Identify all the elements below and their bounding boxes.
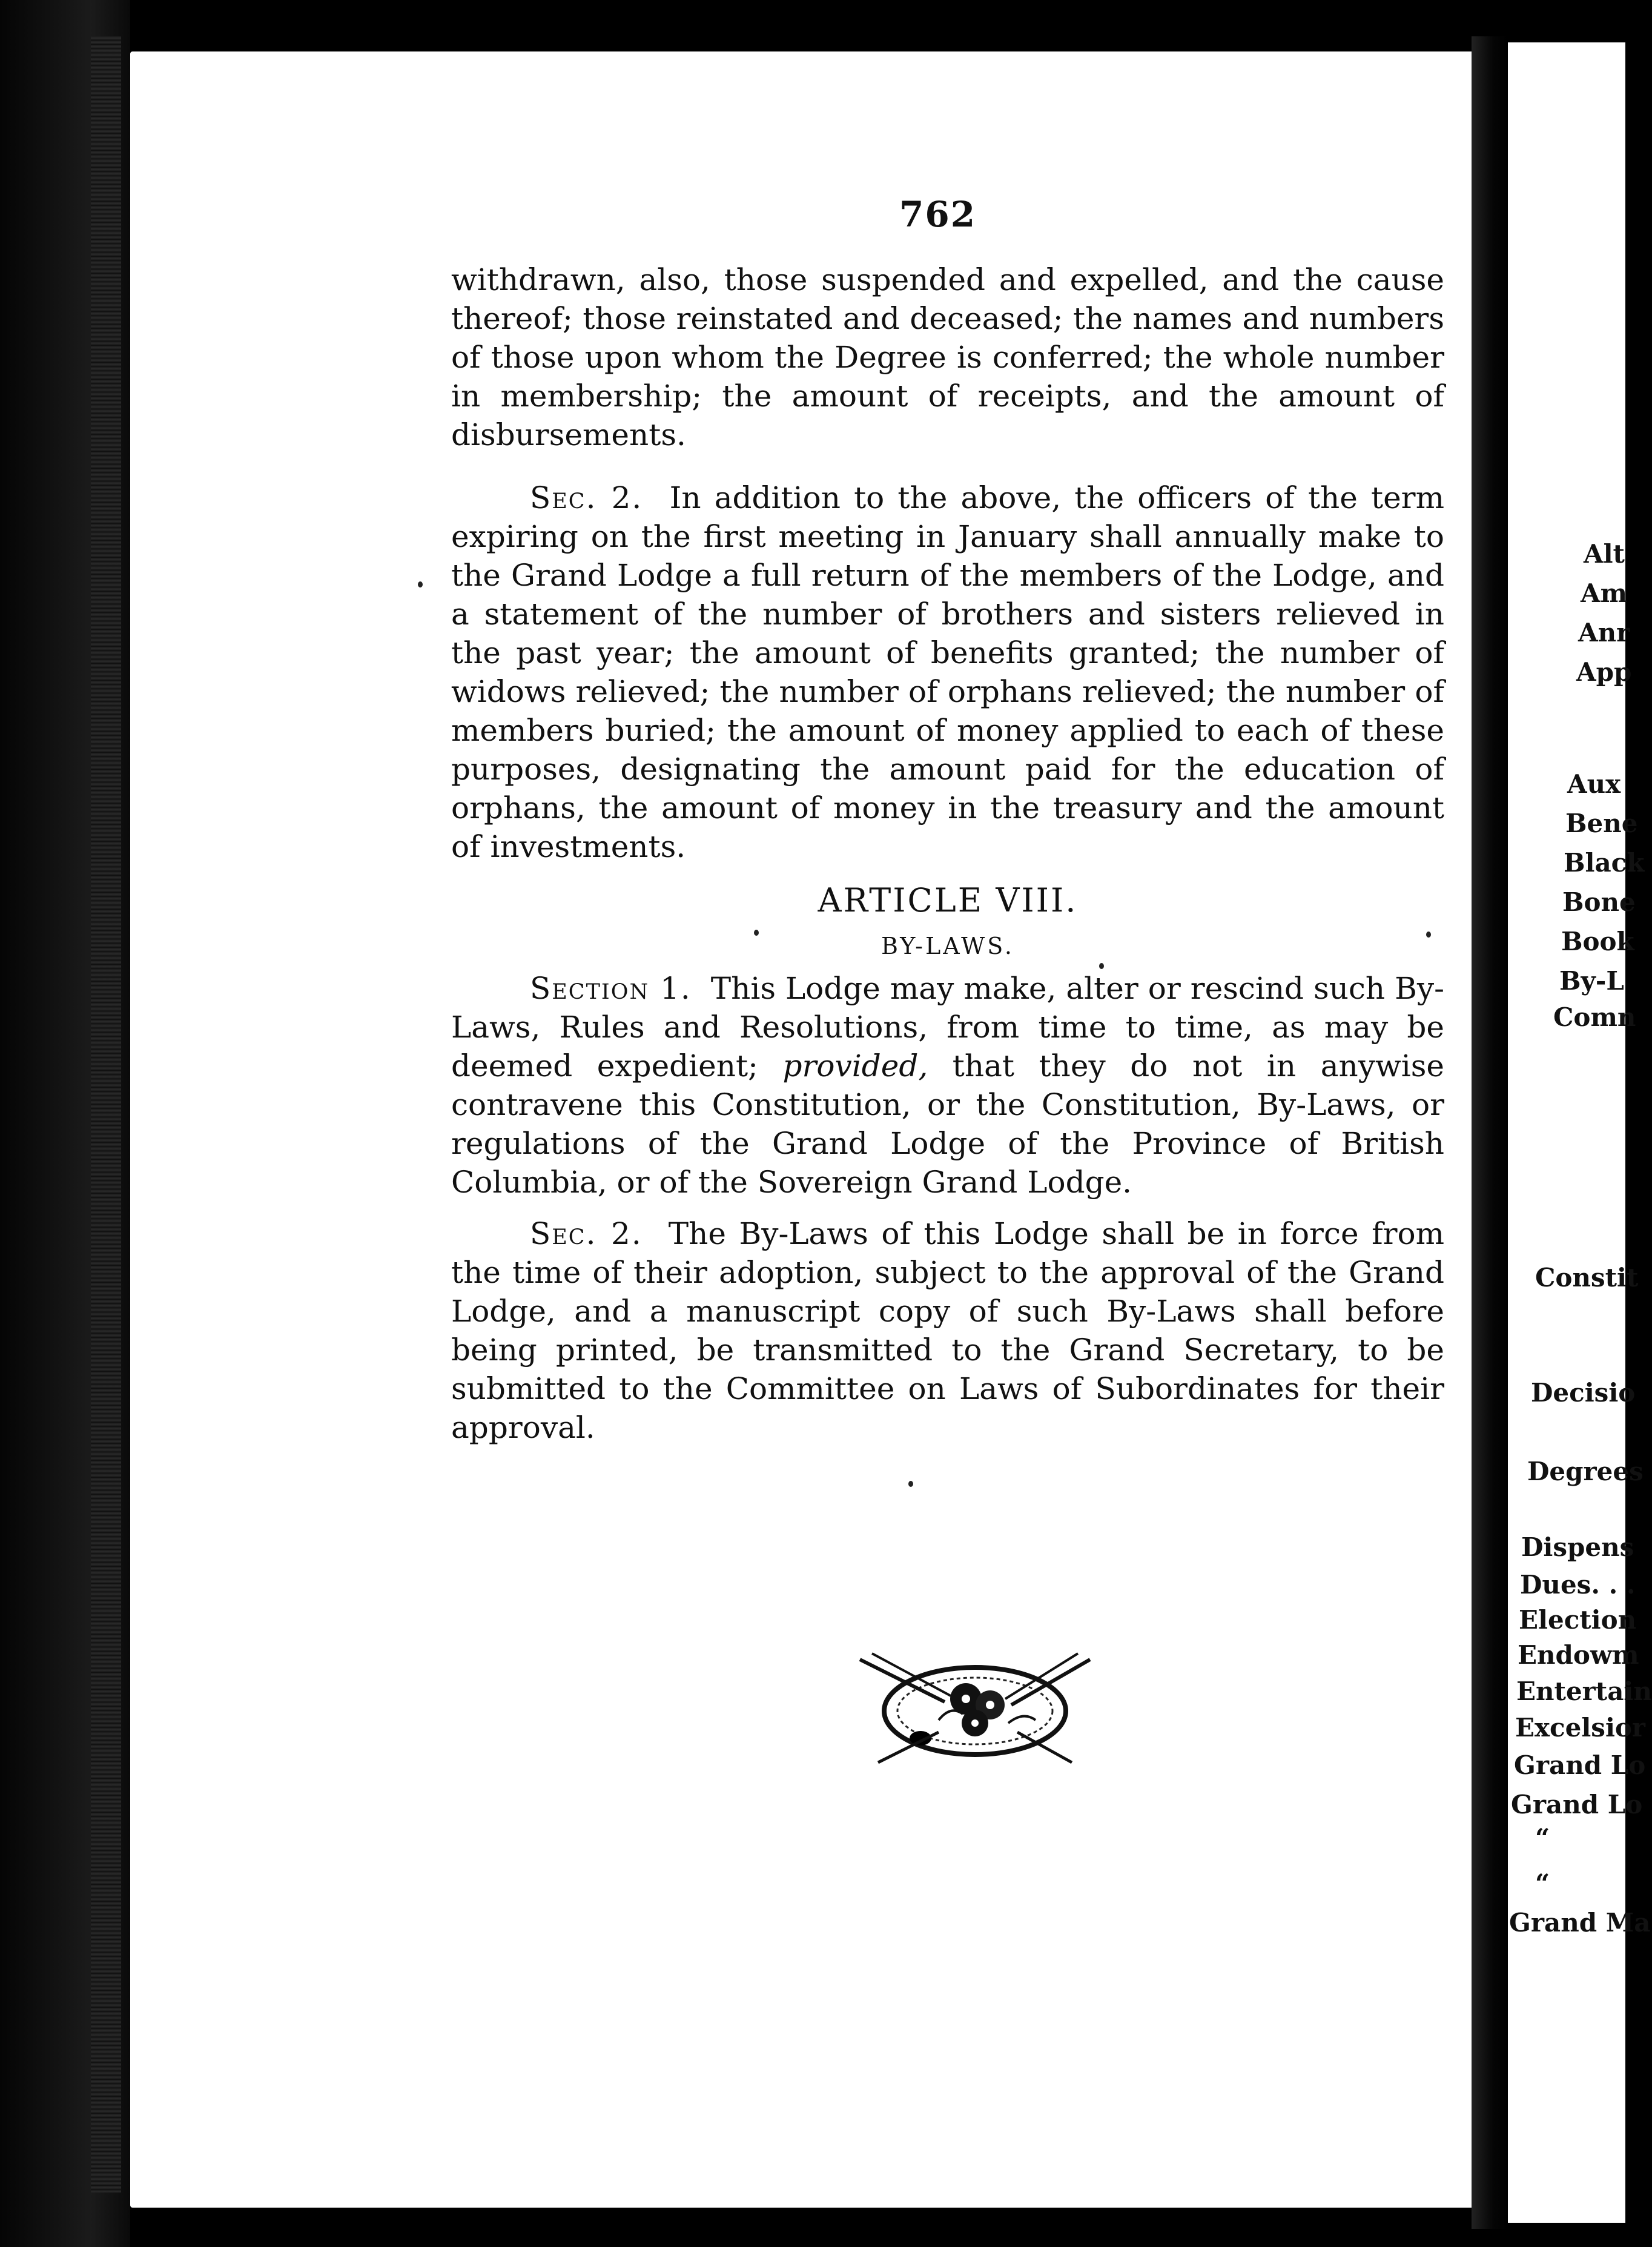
index-entry: Dues. . .: [1520, 1570, 1636, 1600]
artist-palette-with-flowers-ornament: [854, 1647, 1096, 1769]
index-entry: Bene: [1565, 809, 1638, 838]
section-label: Sec. 2.: [530, 1216, 643, 1251]
next-page-edge: [1508, 42, 1628, 2223]
italic-proviso: provided,: [782, 1048, 928, 1084]
section-text: This Lodge may make, alter or rescind such By-Laws, Rules and Resolutions, from time to time, as may be deemed expedient;: [451, 971, 1445, 1084]
index-entry: Endowm: [1518, 1640, 1639, 1670]
index-entry-ditto: “: [1535, 1868, 1550, 1898]
print-speck: [908, 1481, 913, 1487]
index-entry: Excelsior: [1515, 1713, 1646, 1742]
index-entry: Constit: [1535, 1263, 1639, 1292]
index-entry: Alt: [1584, 539, 1625, 569]
section-label: Section 1.: [530, 971, 692, 1006]
index-entry: Decisio: [1531, 1378, 1636, 1408]
brush-left: [860, 1660, 945, 1702]
paragraph-continuation: withdrawn, also, those suspended and expelled, and the cause thereof; those reinstated and deceased; the names and numbers of those upon whom the Degree is conferred; the whole number in membership; the amount of receipts, and the amount of disbursements.: [451, 262, 1444, 452]
index-entry: Grand Ma: [1509, 1908, 1651, 1938]
page-number: 762: [899, 194, 977, 235]
section-text: In addition to the above, the officers of the term expiring on the first meeting in January shall annually make to the Grand Lodge a full return of the members of the Lodge, and a statement of the number of brothers and sisters relieved in the past year; the amount of benefits granted; the number of widows relieved; the number of orphans relieved; the number of members buried; the amount of money applied to each of these purposes, designating the amount paid for the education of orphans, the amount of money in the treasury and the amount of investments.: [451, 480, 1444, 864]
brush-left-2: [872, 1653, 951, 1696]
index-entry: Grand Lo: [1511, 1790, 1643, 1819]
print-speck: [418, 581, 423, 587]
brush-right-2: [1005, 1653, 1078, 1699]
index-entry: Am: [1581, 578, 1628, 608]
section-text-continued: that they do not in anywise contravene this Constitution, or the Constitution, By-Laws, or regulations of the Grand Lodge of the Province of British Columbia, or of the Sovereign Grand Lodge.: [451, 1048, 1444, 1200]
article-subheading: BY-LAWS.: [881, 933, 1014, 959]
index-entry: Bone: [1562, 887, 1636, 917]
paragraph-section-2: [451, 478, 1444, 866]
index-entry: Grand Lo: [1514, 1750, 1646, 1780]
index-entry: Aux: [1567, 769, 1621, 799]
flower-center-3: [971, 1719, 979, 1727]
section-text: The By-Laws of this Lodge shall be in force from the time of their adoption, subject to the approval of the Grand Lodge, and a manuscript copy of such By-Laws shall before being printed, be transmitted to the Grand Secretary, to be submitted to the Committee on Laws of Subordinates for their approval.: [451, 1216, 1445, 1445]
print-speck: [754, 930, 759, 936]
print-speck: [1426, 932, 1431, 938]
index-entry: By-L: [1559, 966, 1624, 996]
flower-center-1: [962, 1695, 970, 1703]
index-entry: Book: [1561, 927, 1634, 956]
article-heading: ARTICLE VIII.: [818, 881, 1078, 919]
brush-right: [1011, 1660, 1090, 1705]
paragraph-section-2-bylaws: [451, 1214, 1444, 1447]
index-entry: App: [1576, 657, 1632, 687]
index-entry-ditto: “: [1535, 1823, 1550, 1853]
index-entry: Dispens: [1521, 1532, 1634, 1562]
index-entry: Entertain: [1516, 1676, 1652, 1706]
book-gutter: [1472, 36, 1508, 2229]
index-entry: Anr: [1578, 618, 1630, 647]
paragraph-section-1: [451, 969, 1444, 1202]
binding-strip: [91, 36, 121, 2192]
index-entry: Comn: [1553, 1002, 1636, 1032]
index-entry: Election: [1519, 1605, 1637, 1635]
index-entry: Degrees: [1527, 1457, 1644, 1486]
index-entry: Black: [1564, 848, 1645, 878]
section-label: Sec. 2.: [530, 480, 643, 515]
flower-center-2: [986, 1701, 994, 1709]
print-speck: [1099, 963, 1104, 969]
